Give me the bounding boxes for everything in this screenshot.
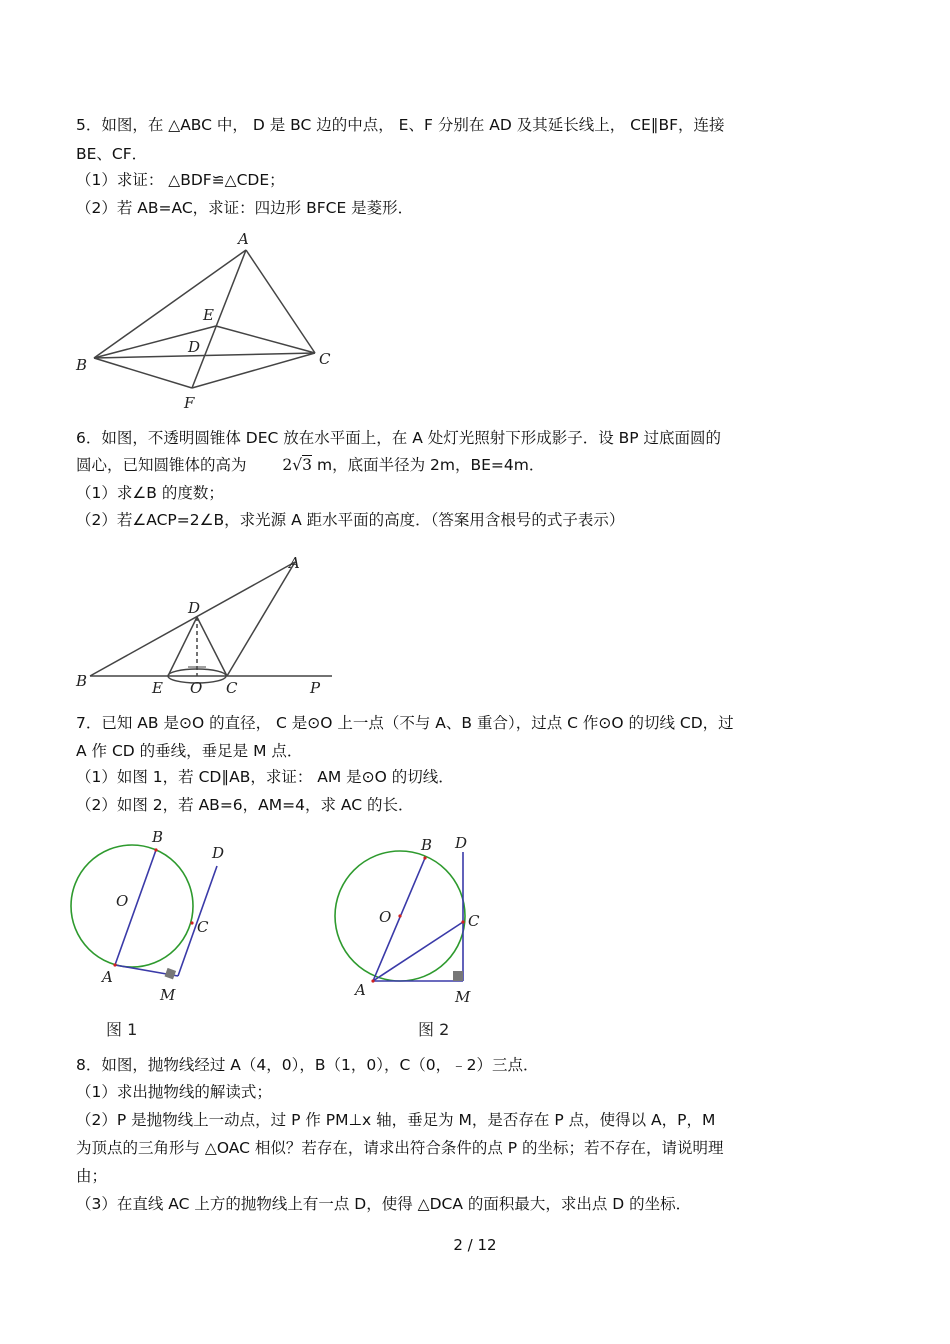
p8-line-2: （1）求出抛物线的解读式； xyxy=(76,1083,272,1101)
p7-line-4: （2）如图 2，若 AB=6，AM=4，求 AC 的长． xyxy=(76,796,414,814)
p5-line-3: （1）求证： △BDF≌△CDE； xyxy=(76,171,285,189)
page-number: 2 / 12 xyxy=(453,1236,497,1254)
label-a: A xyxy=(238,230,249,248)
p6-line-4: （2）若∠ACP=2∠B，求光源 A 距水平面的高度．（答案用含根号的式子表示） xyxy=(76,511,625,529)
p5-line-4: （2）若 AB=AC，求证：四边形 BFCE 是菱形． xyxy=(76,199,414,217)
label-m: M xyxy=(455,988,471,1006)
p8-line-3: （2）P 是抛物线上一动点，过 P 作 PM⊥x 轴，垂足为 M，是否存在 P 点，使得以 A，P，M xyxy=(76,1111,716,1129)
label-a: A xyxy=(102,968,113,986)
sqrt-expression xyxy=(282,455,317,474)
caption-fig1: 图 1 xyxy=(106,1020,138,1039)
p7-line-2: A 作 CD 的垂线，垂足是 M 点． xyxy=(76,742,303,760)
label-a: A xyxy=(289,554,300,572)
label-d: D xyxy=(212,844,225,862)
label-c: C xyxy=(319,350,331,368)
p5-line-2: BE、CF． xyxy=(76,145,148,163)
label-d: D xyxy=(188,338,201,356)
label-o: O xyxy=(379,908,392,926)
p8-line-6: （3）在直线 AC 上方的抛物线上有一点 D，使得 △DCA 的面积最大，求出点 D 的坐标． xyxy=(76,1195,692,1213)
p6-line-2 xyxy=(76,455,544,475)
caption-fig2: 图 2 xyxy=(418,1020,450,1039)
p5-line-1: 5．如图，在 △ABC 中， D 是 BC 边的中点， E、F 分别在 AD 及其延长线上， CE∥BF，连接 xyxy=(76,116,725,134)
label-b: B xyxy=(76,356,88,374)
p6-line-1: 6．如图，不透明圆锥体 DEC 放在水平面上，在 A 处灯光照射下形成影子．设 BP 过底面圆的 xyxy=(76,429,722,447)
p6-line-2-b: m，底面半径为 2m，BE=4m． xyxy=(316,456,545,474)
label-e: E xyxy=(152,679,163,697)
label-d: D xyxy=(188,599,201,617)
label-e: E xyxy=(203,306,214,324)
label-b: B xyxy=(152,828,164,846)
label-m: M xyxy=(160,986,176,1004)
label-c: C xyxy=(226,679,238,697)
label-o: O xyxy=(116,892,129,910)
p6-line-3: （1）求∠B 的度数； xyxy=(76,484,224,502)
p8-line-4: 为顶点的三角形与 △OAC 相似？若存在，请求出符合条件的点 P 的坐标；若不存在，请说明理 xyxy=(76,1139,724,1157)
label-p: P xyxy=(310,679,321,697)
label-b: B xyxy=(421,836,433,854)
label-d: D xyxy=(455,834,468,852)
label-c: C xyxy=(468,912,480,930)
sqrt-radicand: 3 xyxy=(302,456,313,474)
label-o: O xyxy=(190,679,203,697)
label-f: F xyxy=(184,394,195,412)
p6-line-2-a: 圆心，已知圆锥体的高为 xyxy=(76,456,247,474)
figure-p7-fig2 xyxy=(325,822,505,1044)
figure-p5-triangle xyxy=(70,228,350,413)
p8-line-5: 由； xyxy=(76,1167,108,1185)
label-b: B xyxy=(76,672,88,690)
label-a: A xyxy=(355,981,366,999)
sqrt-sign: √ xyxy=(292,456,303,474)
p8-line-1: 8．如图，抛物线经过 A（4，0），B（1，0），C（0，﹣2）三点． xyxy=(76,1056,539,1074)
p7-line-1: 7．已知 AB 是⊙O 的直径， C 是⊙O 上一点（不与 A、B 重合），过点 C 作⊙O 的切线 CD，过 xyxy=(76,714,734,732)
label-c: C xyxy=(197,918,209,936)
p7-line-3: （1）如图 1，若 CD∥AB，求证： AM 是⊙O 的切线． xyxy=(76,768,454,786)
figure-p7-fig1 xyxy=(70,822,260,1044)
figure-p6-cone xyxy=(70,550,340,700)
sqrt-coefficient: 2 xyxy=(282,456,293,474)
